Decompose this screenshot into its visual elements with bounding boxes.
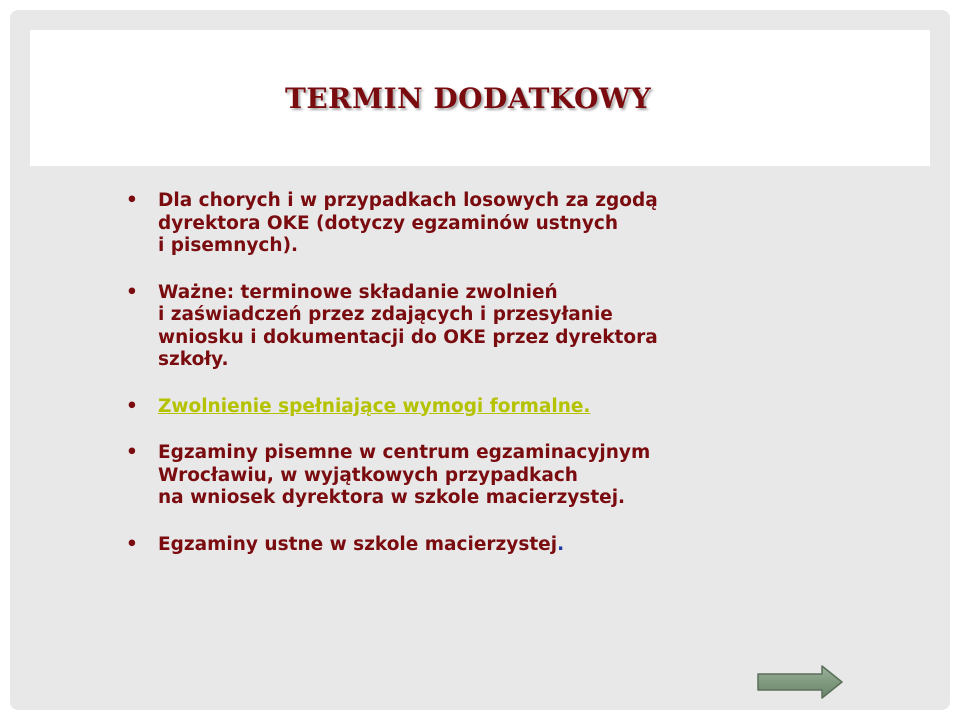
bullet-item bbox=[120, 282, 760, 372]
next-slide-button[interactable] bbox=[756, 664, 844, 700]
bullet-item bbox=[120, 442, 760, 510]
bullet-item-link bbox=[120, 396, 760, 419]
bullet-line: Egzaminy ustne w szkole macierzystej bbox=[158, 533, 558, 555]
bullet-line: wniosku i dokumentacji do OKE przez dyrektora bbox=[158, 326, 658, 348]
bullet-line: i pisemnych). bbox=[158, 235, 299, 256]
bullet-line: szkoły. bbox=[158, 349, 229, 370]
bullet-line: Dla chorych i w przypadkach losowych za zgodą bbox=[158, 190, 658, 211]
bullet-line: na wniosek dyrektora w szkole macierzystej. bbox=[158, 487, 626, 508]
bullet-line: dyrektora OKE (dotyczy egzaminów ustnych bbox=[158, 212, 619, 234]
bullet-dot: • bbox=[126, 533, 138, 555]
exemption-requirements-link[interactable]: Zwolnienie spełniające wymogi formalne. bbox=[158, 395, 591, 417]
trailing-period: . bbox=[557, 533, 565, 555]
bullet-dot: • bbox=[126, 442, 138, 463]
bullet-line: Wrocławiu, w wyjątkowych przypadkach bbox=[158, 464, 578, 486]
bullet-item bbox=[120, 534, 760, 557]
bullet-line: Egzaminy pisemne w centrum egzaminacyjnym bbox=[158, 442, 651, 463]
bullet-line: i zaświadczeń przez zdających i przesyłanie bbox=[158, 304, 613, 325]
bullet-dot: • bbox=[126, 281, 138, 303]
bullet-dot: • bbox=[126, 190, 138, 211]
bullet-list bbox=[120, 190, 760, 580]
slide-title: TERMIN DODATKOWY bbox=[285, 82, 652, 115]
slide bbox=[10, 10, 950, 710]
bullet-item bbox=[120, 190, 760, 258]
right-arrow-icon bbox=[756, 664, 844, 700]
bullet-dot: • bbox=[126, 395, 138, 417]
bullet-line: Ważne: terminowe składanie zwolnień bbox=[158, 281, 558, 303]
